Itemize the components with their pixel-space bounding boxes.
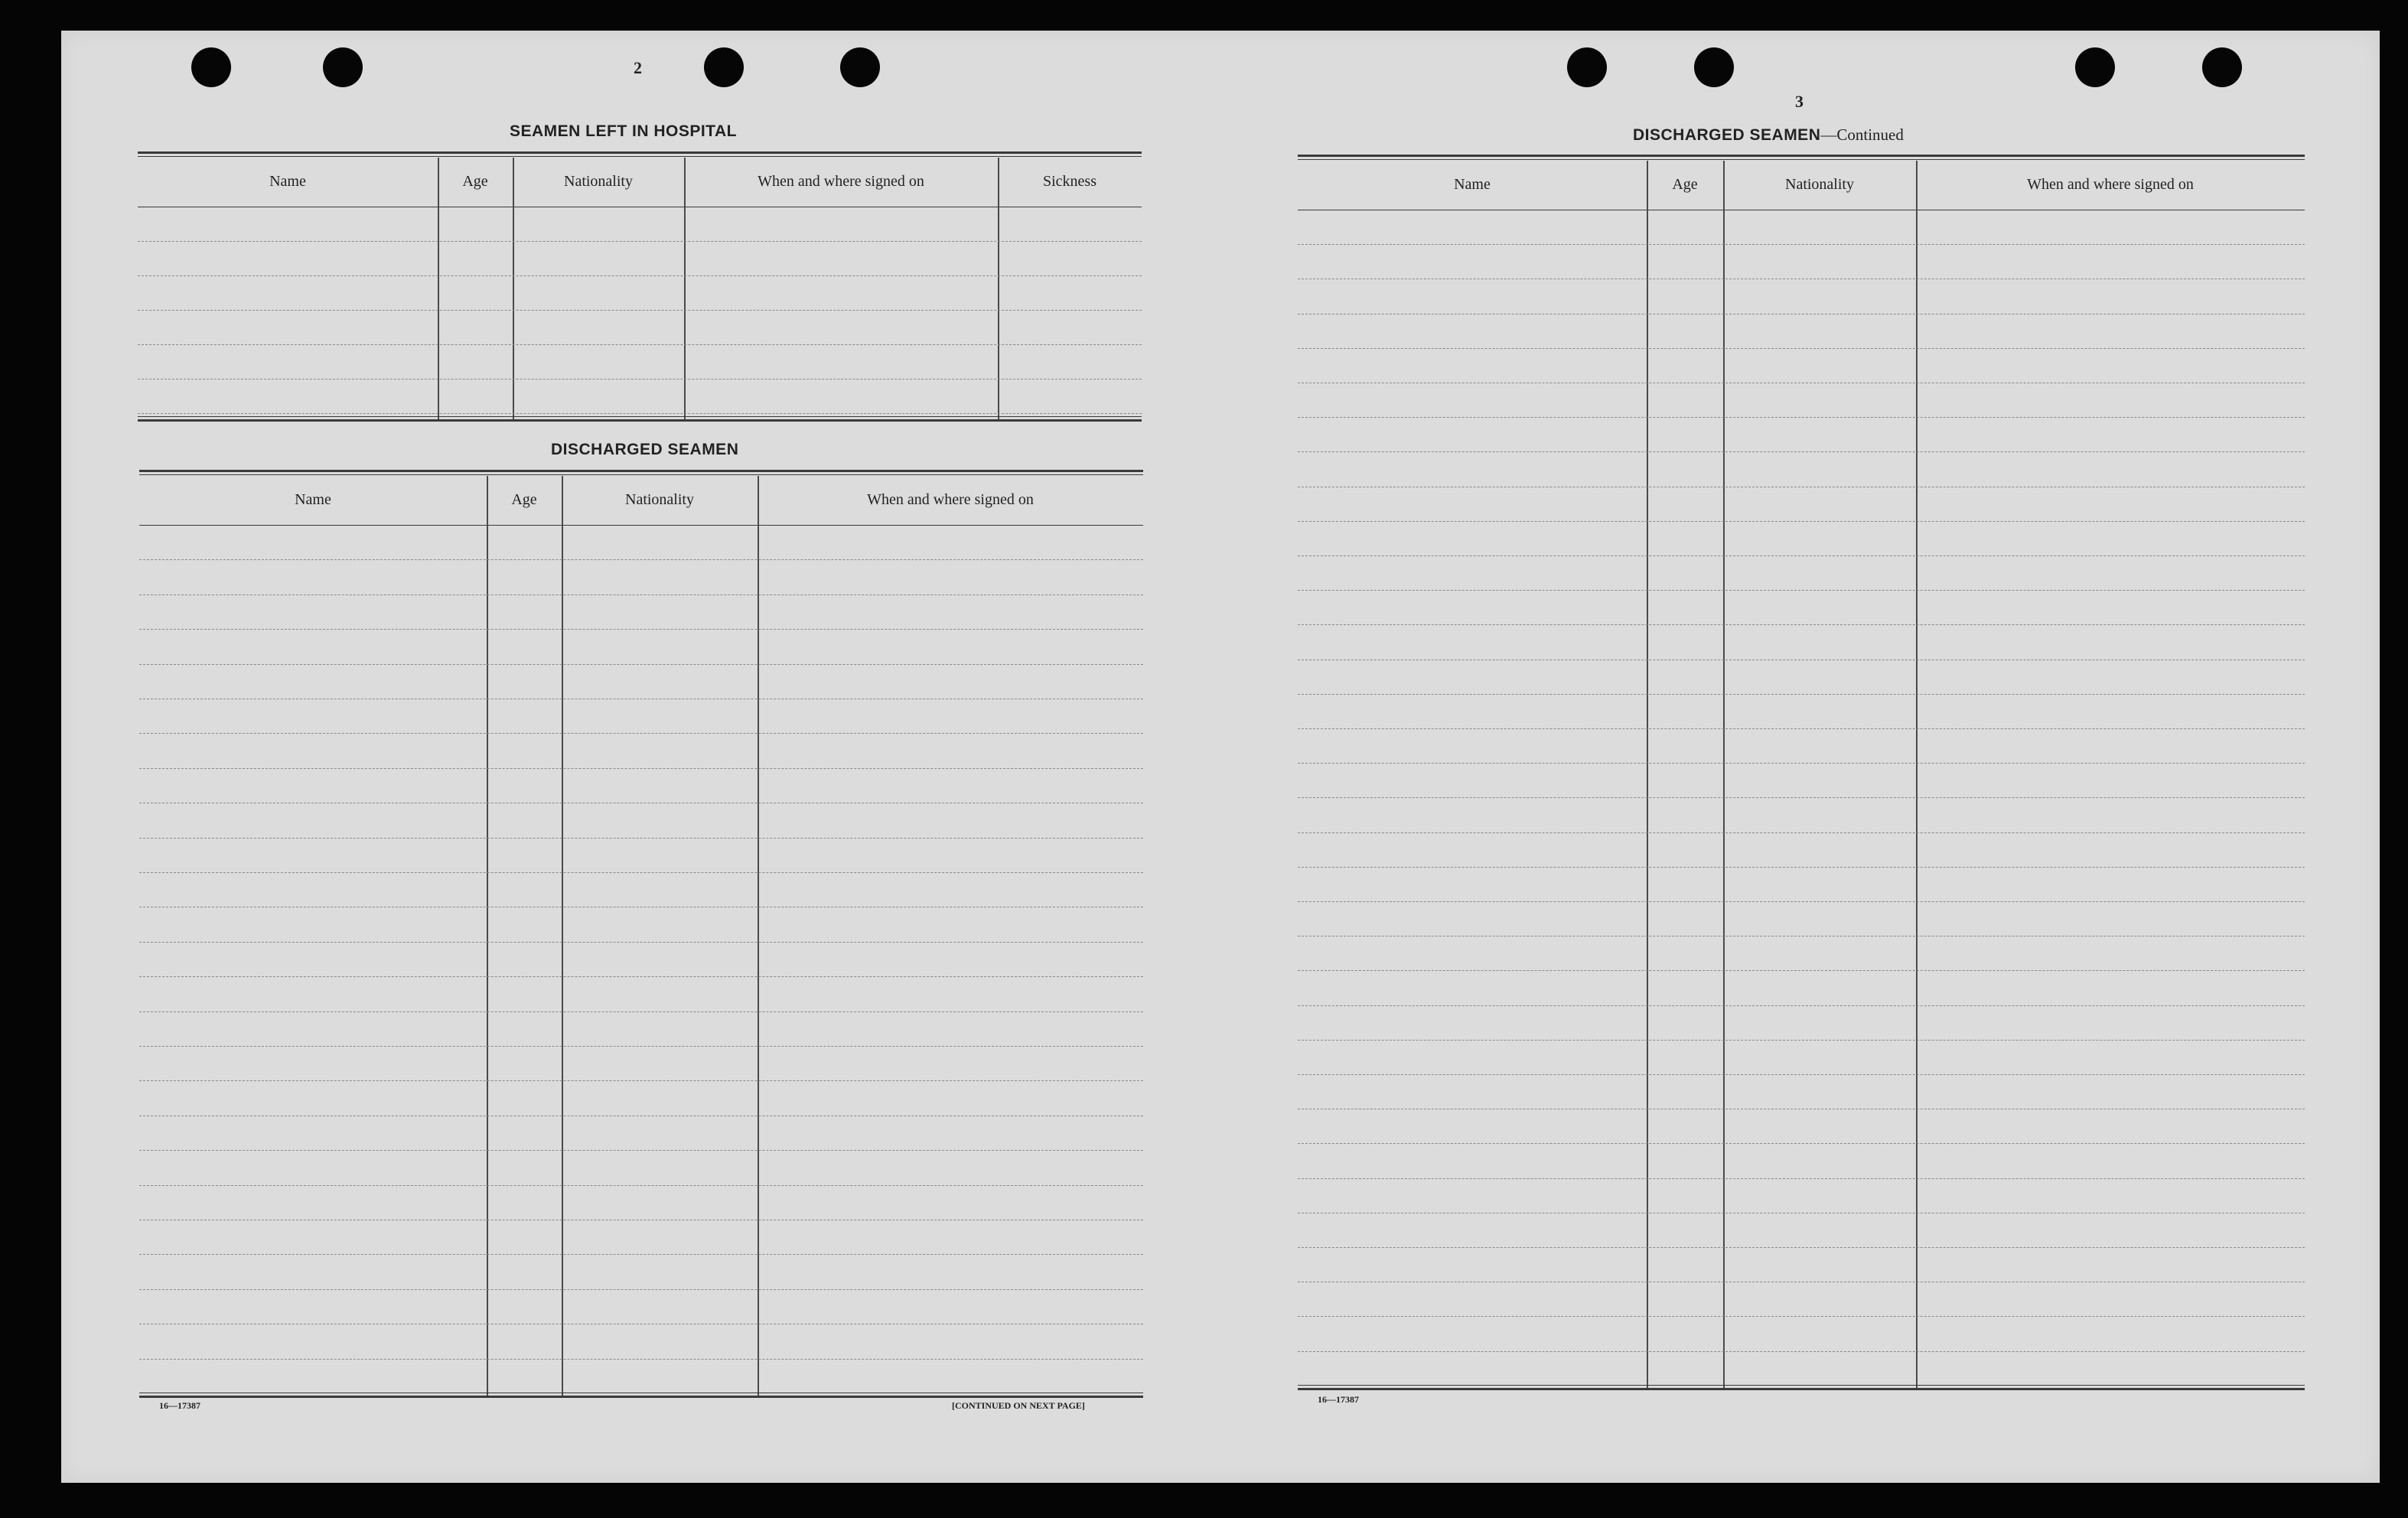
ruled-row-line [1298,1074,2305,1075]
ruled-row-line [1298,1351,2305,1352]
table-bottom-rule [138,416,1142,417]
ruled-row-line [1298,590,2305,591]
ruled-row-line [139,768,1143,769]
ruled-row-line [1298,970,2305,971]
table-top-rule [139,470,1143,472]
ruled-row-line [139,594,1143,595]
column-header: Nationality [625,491,694,508]
column-header: When and where signed on [867,491,1034,508]
column-divider [998,158,999,419]
column-header: Age [462,173,488,190]
ruled-row-line [1298,624,2305,625]
ruled-row-line [1298,1143,2305,1144]
ruled-row-line [139,1289,1143,1290]
table-top-rule [1298,159,2305,160]
punch-hole [2075,47,2115,87]
table-bottom-rule [1298,1388,2305,1390]
punch-hole [191,47,231,87]
ruled-row-line [1298,1316,2305,1317]
column-header: When and where signed on [758,173,924,190]
form-code-left: 16—17387 [159,1400,200,1411]
ruled-row-line [1298,451,2305,452]
table-top-rule [1298,155,2305,157]
discharged-table-left [139,470,1143,1396]
column-divider [513,158,514,419]
title-suffix: —Continued [1820,125,1904,144]
hospital-table [138,151,1142,419]
punch-hole [1694,47,1734,87]
column-divider [1647,161,1648,1388]
ruled-row-line [1298,348,2305,349]
ruled-row-line [139,872,1143,873]
ruled-row-line [138,241,1142,242]
ruled-row-line [138,275,1142,276]
column-divider [1723,161,1725,1388]
discharged-table-right [1298,155,2305,1388]
ruled-row-line [1298,521,2305,522]
discharged-section-title: DISCHARGED SEAMEN [551,441,739,458]
ruled-row-line [139,1359,1143,1360]
column-header: Age [1672,176,1698,193]
continued-note: [CONTINUED ON NEXT PAGE] [952,1400,1085,1411]
ruled-row-line [1298,728,2305,729]
column-divider [562,476,563,1396]
ruled-row-line [139,838,1143,839]
table-top-rule [138,156,1142,157]
header-rule [139,525,1143,526]
ruled-row-line [139,1254,1143,1255]
ruled-row-line [138,310,1142,311]
column-divider [758,476,759,1396]
column-header: Nationality [1785,176,1854,193]
ruled-row-line [139,1150,1143,1151]
table-bottom-rule [139,1396,1143,1398]
ruled-row-line [1298,1178,2305,1179]
ruled-row-line [1298,832,2305,833]
column-header: Name [295,491,331,508]
table-bottom-rule [1298,1385,2305,1386]
ruled-row-line [1298,867,2305,868]
hospital-section-title: SEAMEN LEFT IN HOSPITAL [510,122,737,140]
column-divider [487,476,488,1396]
ruled-row-line [139,664,1143,665]
column-divider [1916,161,1918,1388]
ruled-row-line [1298,901,2305,902]
ruled-row-line [139,976,1143,977]
punch-hole [840,47,880,87]
ruled-row-line [138,379,1142,380]
punch-hole [1567,47,1607,87]
ruled-row-line [138,413,1142,414]
ruled-row-line [1298,1005,2305,1006]
column-header: Age [511,491,537,508]
form-code-right: 16—17387 [1318,1394,1359,1405]
column-divider [438,158,439,419]
ruled-row-line [139,1011,1143,1012]
column-header: When and where signed on [2027,176,2194,193]
table-top-rule [139,474,1143,475]
ruled-row-line [1298,417,2305,418]
page-number-left: 2 [634,58,642,77]
title-main: DISCHARGED SEAMEN [1633,126,1821,144]
ruled-row-line [139,733,1143,734]
ruled-row-line [138,344,1142,345]
ruled-row-line [139,942,1143,943]
ruled-row-line [139,1046,1143,1047]
ruled-row-line [1298,936,2305,937]
ruled-row-line [1298,797,2305,798]
ruled-row-line [1298,244,2305,245]
ruled-row-line [1298,555,2305,556]
column-header: Nationality [564,173,633,190]
ruled-row-line [1298,694,2305,695]
ruled-row-line [1298,1247,2305,1248]
punch-hole [704,47,744,87]
ruled-row-line [139,1185,1143,1186]
column-header: Name [1454,176,1491,193]
ruled-row-line [1298,1040,2305,1041]
ruled-row-line [1298,763,2305,764]
page-number-right: 3 [1795,92,1804,111]
ruled-row-line [139,1080,1143,1081]
ruled-row-line [139,559,1143,560]
table-top-rule [138,151,1142,154]
column-divider [684,158,686,419]
column-header: Name [269,173,306,190]
table-bottom-rule [138,419,1142,422]
punch-hole [2202,47,2242,87]
punch-hole [323,47,363,87]
column-header: Sickness [1043,173,1096,190]
discharged-continued-title [1633,125,1904,145]
ruled-row-line [139,629,1143,630]
